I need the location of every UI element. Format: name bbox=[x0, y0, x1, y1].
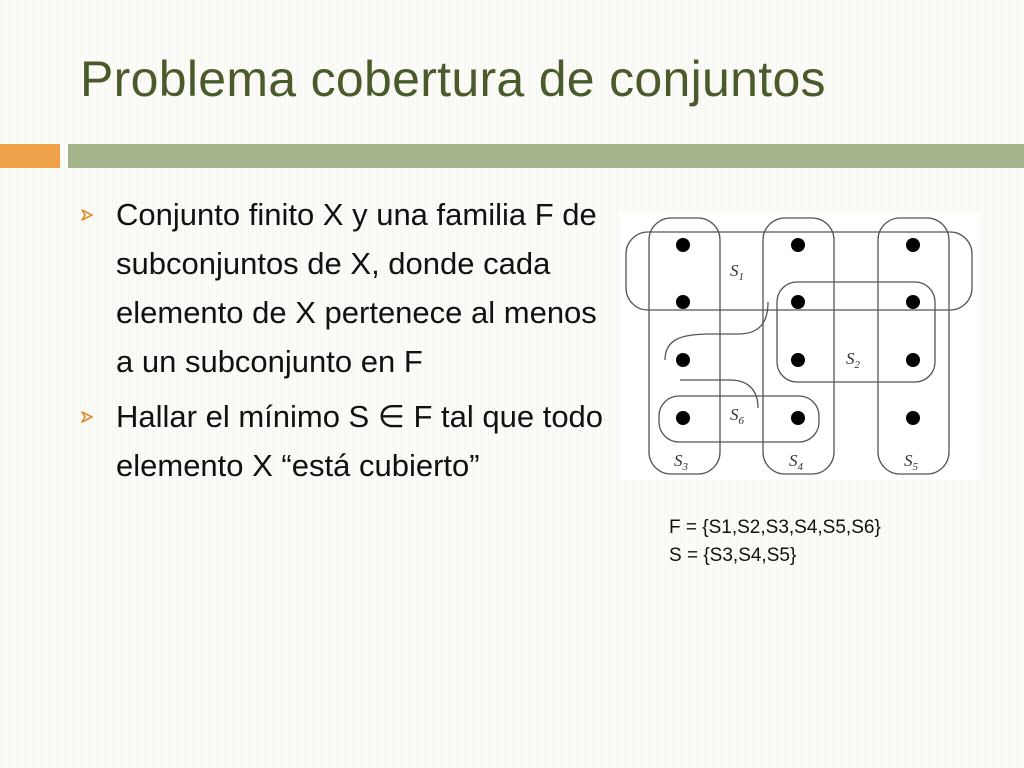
element-dot bbox=[906, 238, 920, 252]
accent-bar-orange bbox=[0, 144, 60, 168]
bullet-text: Hallar el mínimo S ∈ F tal que todo elemento X “está cubierto” bbox=[116, 399, 604, 483]
accent-bar-green bbox=[68, 144, 1024, 168]
set-cover-diagram bbox=[620, 212, 980, 480]
element-dot bbox=[906, 295, 920, 309]
set-label-s4: $S_4$ bbox=[789, 451, 803, 473]
element-dot bbox=[906, 411, 920, 425]
set-label-s3: $S_3$ bbox=[674, 451, 688, 473]
bullet-list bbox=[80, 190, 620, 496]
element-dot bbox=[791, 411, 805, 425]
set-label-s6: $S_6$ bbox=[730, 405, 744, 427]
bullet-item bbox=[80, 190, 620, 386]
formula-block bbox=[669, 514, 881, 570]
set-label-s1: $S_1$ bbox=[730, 261, 744, 283]
arrowhead-bullet-icon bbox=[80, 392, 98, 441]
bullet-text: Conjunto finito X y una familia F de subconjuntos de X, donde cada elemento de X pertenece al menos a un subconjunto en F bbox=[116, 197, 597, 379]
element-dot bbox=[676, 295, 690, 309]
element-dot bbox=[791, 295, 805, 309]
set-label-s2: $S_2$ bbox=[846, 349, 860, 371]
bullet-item bbox=[80, 392, 620, 490]
set-label-s5: $S_5$ bbox=[904, 451, 918, 473]
element-dot bbox=[791, 238, 805, 252]
arrowhead-bullet-icon bbox=[80, 190, 98, 239]
formula-f-line: F = {S1,S2,S3,S4,S5,S6} bbox=[669, 517, 881, 538]
element-dot bbox=[906, 353, 920, 367]
slide-title: Problema cobertura de conjuntos bbox=[80, 51, 826, 107]
element-dot bbox=[676, 411, 690, 425]
element-dot bbox=[676, 238, 690, 252]
element-dot bbox=[791, 353, 805, 367]
element-dot bbox=[676, 353, 690, 367]
formula-s-line: S = {S3,S4,S5} bbox=[669, 545, 797, 566]
